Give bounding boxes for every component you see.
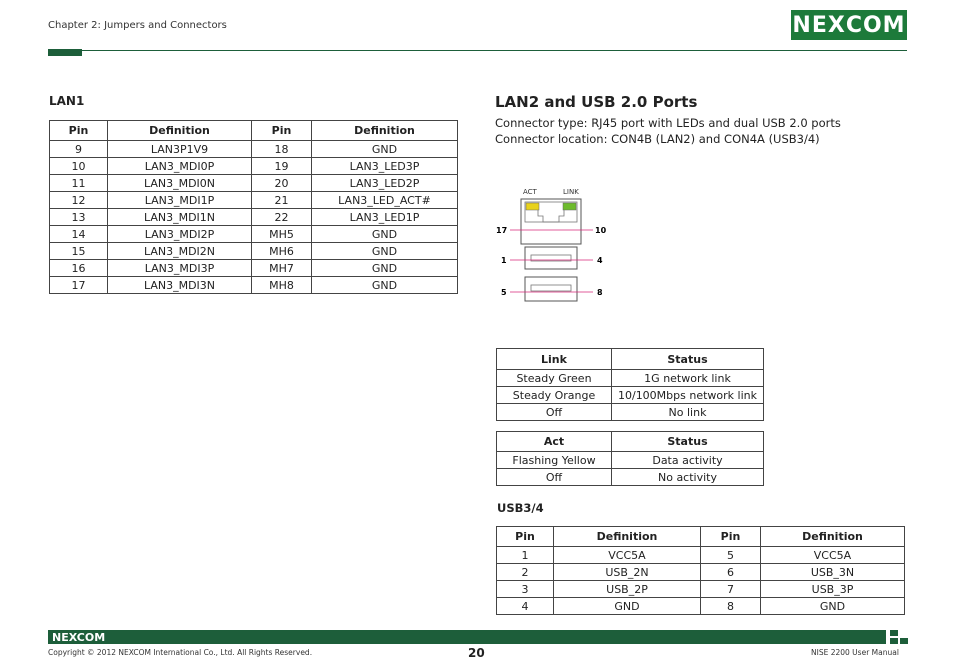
table-cell: 1 — [497, 547, 554, 564]
table-row — [50, 141, 458, 158]
table-row — [50, 260, 458, 277]
table-row — [497, 581, 905, 598]
link-status-table — [496, 348, 764, 421]
table-cell: MH6 — [252, 243, 312, 260]
manual-name: NISE 2200 User Manual — [811, 648, 899, 657]
table-cell: No activity — [612, 469, 764, 486]
table-row — [497, 469, 764, 486]
table-cell: 18 — [252, 141, 312, 158]
connector-location: Connector location: CON4B (LAN2) and CON4A (USB3/4) — [495, 132, 820, 146]
header-cell: Pin — [701, 527, 761, 547]
table-cell: 2 — [497, 564, 554, 581]
table-cell: LAN3_LED_ACT# — [312, 192, 458, 209]
table-cell: 22 — [252, 209, 312, 226]
header-cell: Definition — [554, 527, 701, 547]
header-cell: Definition — [108, 121, 252, 141]
act-status-table — [496, 431, 764, 486]
table-cell: GND — [312, 226, 458, 243]
table-row — [50, 209, 458, 226]
table-cell: Off — [497, 469, 612, 486]
header-rule — [48, 50, 907, 51]
table-cell: 15 — [50, 243, 108, 260]
header-cell: Act — [497, 432, 612, 452]
footer-logo: NEXCOM — [52, 631, 106, 644]
table-row — [50, 158, 458, 175]
pin-8-label: 8 — [597, 288, 603, 297]
table-cell: 5 — [701, 547, 761, 564]
table-cell: Steady Orange — [497, 387, 612, 404]
table-cell: 11 — [50, 175, 108, 192]
footer-bar — [48, 630, 886, 644]
table-cell: LAN3_MDI1P — [108, 192, 252, 209]
lan1-label: LAN1 — [49, 94, 85, 108]
table-cell: LAN3_LED1P — [312, 209, 458, 226]
table-cell: LAN3_MDI3N — [108, 277, 252, 294]
table-cell: Flashing Yellow — [497, 452, 612, 469]
table-cell: 4 — [497, 598, 554, 615]
link-label: LINK — [563, 188, 579, 196]
table-cell: USB_3N — [761, 564, 905, 581]
table-cell: LAN3P1V9 — [108, 141, 252, 158]
table-row — [497, 387, 764, 404]
connector-type: Connector type: RJ45 port with LEDs and dual USB 2.0 ports — [495, 116, 841, 130]
table-cell: No link — [612, 404, 764, 421]
table-row — [497, 598, 905, 615]
usb-port-top — [525, 247, 577, 269]
header-cell: Pin — [497, 527, 554, 547]
table-cell: 8 — [701, 598, 761, 615]
act-label: ACT — [523, 188, 537, 196]
table-cell: Steady Green — [497, 370, 612, 387]
table-cell: GND — [312, 141, 458, 158]
table-cell: GND — [312, 260, 458, 277]
header-cell: Definition — [761, 527, 905, 547]
table-cell: LAN3_MDI0N — [108, 175, 252, 192]
table-cell: 1G network link — [612, 370, 764, 387]
table-cell: VCC5A — [761, 547, 905, 564]
table-header-row — [497, 432, 764, 452]
table-cell: 16 — [50, 260, 108, 277]
table-header-row — [50, 121, 458, 141]
table-cell: MH7 — [252, 260, 312, 277]
table-cell: 12 — [50, 192, 108, 209]
pin-10-label: 10 — [595, 226, 607, 235]
usb-port-bottom — [525, 277, 577, 301]
table-row — [50, 277, 458, 294]
table-cell: 6 — [701, 564, 761, 581]
table-header-row — [497, 527, 905, 547]
footer-squares-icon — [890, 630, 908, 644]
table-cell: 20 — [252, 175, 312, 192]
table-cell: 10 — [50, 158, 108, 175]
pin-5-label: 5 — [501, 288, 507, 297]
table-cell: 21 — [252, 192, 312, 209]
table-cell: GND — [312, 243, 458, 260]
table-cell: GND — [554, 598, 701, 615]
page-number: 20 — [468, 646, 485, 660]
header-cell: Status — [612, 349, 764, 370]
table-row — [497, 547, 905, 564]
table-cell: 19 — [252, 158, 312, 175]
table-cell: LAN3_MDI0P — [108, 158, 252, 175]
table-row — [50, 175, 458, 192]
table-row — [497, 370, 764, 387]
header-cell: Link — [497, 349, 612, 370]
table-cell: MH5 — [252, 226, 312, 243]
rj45-usb-diagram — [490, 180, 620, 310]
table-row — [50, 192, 458, 209]
usb-table — [496, 526, 905, 615]
table-cell: 14 — [50, 226, 108, 243]
table-cell: 3 — [497, 581, 554, 598]
table-cell: USB_2P — [554, 581, 701, 598]
table-cell: 13 — [50, 209, 108, 226]
header-cell: Status — [612, 432, 764, 452]
table-cell: VCC5A — [554, 547, 701, 564]
table-cell: LAN3_MDI2P — [108, 226, 252, 243]
table-cell: MH8 — [252, 277, 312, 294]
nexcom-logo: NE X COM — [791, 10, 907, 40]
copyright: Copyright © 2012 NEXCOM International Co., Ltd. All Rights Reserved. — [48, 648, 313, 657]
header-cell: Pin — [50, 121, 108, 141]
table-cell: 9 — [50, 141, 108, 158]
pin-4-label: 4 — [597, 256, 603, 265]
table-cell: LAN3_MDI2N — [108, 243, 252, 260]
table-cell: LAN3_MDI3P — [108, 260, 252, 277]
table-cell: 10/100Mbps network link — [612, 387, 764, 404]
table-row — [497, 404, 764, 421]
header-cell: Definition — [312, 121, 458, 141]
table-cell: LAN3_LED3P — [312, 158, 458, 175]
pin-17-label: 17 — [496, 226, 508, 235]
table-cell: LAN3_MDI1N — [108, 209, 252, 226]
table-cell: GND — [312, 277, 458, 294]
table-cell: USB_3P — [761, 581, 905, 598]
table-row — [497, 564, 905, 581]
pin-1-label: 1 — [501, 256, 507, 265]
table-row — [497, 452, 764, 469]
table-row — [50, 243, 458, 260]
section-title: LAN2 and USB 2.0 Ports — [495, 93, 698, 111]
lan1-table — [49, 120, 458, 294]
header-rule-accent — [48, 49, 82, 56]
table-header-row — [497, 349, 764, 370]
table-row — [50, 226, 458, 243]
table-cell: Off — [497, 404, 612, 421]
table-cell: GND — [761, 598, 905, 615]
table-cell: 17 — [50, 277, 108, 294]
header-cell: Pin — [252, 121, 312, 141]
usb-label: USB3/4 — [497, 501, 544, 515]
act-led — [526, 203, 539, 210]
table-cell: USB_2N — [554, 564, 701, 581]
table-cell: 7 — [701, 581, 761, 598]
link-led — [563, 203, 576, 210]
chapter-title: Chapter 2: Jumpers and Connectors — [48, 20, 227, 31]
table-cell: LAN3_LED2P — [312, 175, 458, 192]
table-cell: Data activity — [612, 452, 764, 469]
